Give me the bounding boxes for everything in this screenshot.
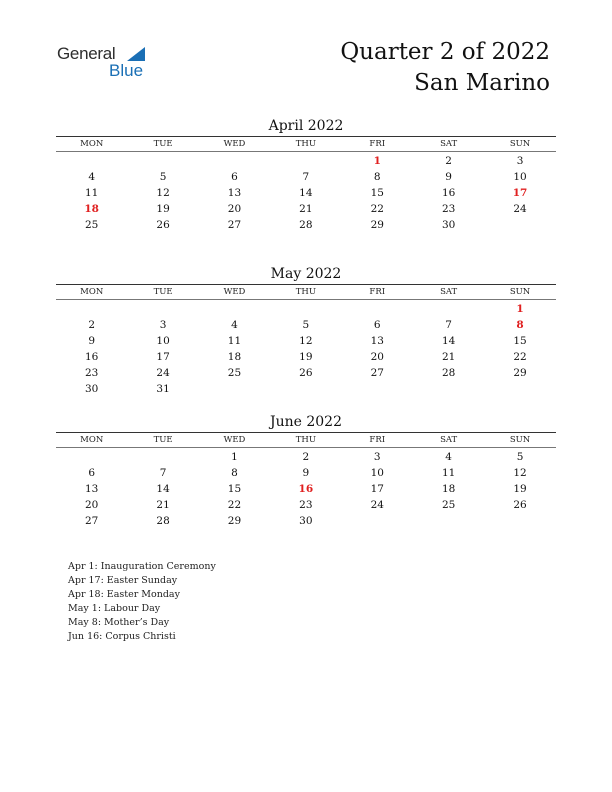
holiday-day-cell: 1 — [373, 155, 381, 167]
day-cell: 15 — [227, 483, 242, 495]
day-cell: 2 — [302, 451, 310, 463]
empty-day-cell — [342, 513, 413, 529]
empty-day-cell — [342, 301, 413, 317]
weekday-label: SAT — [440, 139, 458, 149]
day-cell: 25 — [227, 367, 242, 379]
month-name: June 2022 — [269, 414, 342, 430]
day-cell: 3 — [159, 319, 167, 331]
empty-day-cell — [127, 449, 198, 465]
day-grid — [56, 301, 556, 397]
weekday-label: SUN — [509, 287, 531, 297]
day-cell: 2 — [88, 319, 96, 331]
weekday-label: TUE — [153, 139, 173, 149]
day-cell: 9 — [302, 467, 310, 479]
day-cell: 29 — [227, 515, 242, 527]
holiday-day-cell: 17 — [512, 187, 528, 199]
day-grid — [56, 153, 556, 233]
weekday-label: WED — [223, 139, 246, 149]
weekday-label: TUE — [153, 287, 173, 297]
weekday-label: FRI — [369, 287, 386, 297]
day-cell: 16 — [441, 187, 456, 199]
holiday-note: May 1: Labour Day — [68, 603, 161, 614]
weekday-label: THU — [295, 139, 316, 149]
day-cell: 8 — [373, 171, 381, 183]
holiday-day-cell: 8 — [516, 319, 524, 331]
day-cell: 22 — [513, 351, 527, 363]
day-cell: 1 — [231, 451, 238, 463]
empty-day-cell — [270, 381, 341, 397]
month-calendar-may — [56, 264, 556, 397]
day-cell: 11 — [441, 467, 456, 479]
weekday-header — [56, 433, 556, 447]
day-cell: 17 — [156, 351, 170, 363]
weekday-rule — [56, 151, 556, 152]
empty-day-cell — [199, 381, 270, 397]
day-cell: 5 — [516, 451, 524, 463]
logo-blue-text: Blue — [109, 61, 144, 80]
day-cell: 31 — [156, 383, 170, 395]
day-cell: 5 — [159, 171, 167, 183]
day-cell: 23 — [299, 499, 313, 511]
day-cell: 14 — [156, 483, 170, 495]
day-cell: 14 — [441, 335, 456, 347]
day-cell: 19 — [299, 351, 313, 363]
weekday-label: TUE — [153, 435, 173, 445]
day-cell: 19 — [513, 483, 527, 495]
empty-day-cell — [56, 449, 127, 465]
day-cell: 20 — [227, 203, 242, 215]
day-cell: 18 — [441, 483, 456, 495]
holiday-note: Apr 1: Inauguration Ceremony — [68, 561, 216, 572]
day-cell: 30 — [85, 383, 99, 395]
day-cell: 11 — [85, 187, 99, 199]
empty-day-cell — [342, 381, 413, 397]
weekday-label: SUN — [509, 435, 531, 445]
weekday-label: MON — [80, 139, 104, 149]
empty-day-cell — [127, 153, 198, 169]
day-cell: 24 — [370, 499, 384, 511]
weekday-label: SAT — [440, 435, 458, 445]
weekday-label: FRI — [369, 435, 386, 445]
day-cell: 15 — [513, 335, 527, 347]
month-calendar-april — [56, 116, 556, 233]
month-name: May 2022 — [270, 266, 342, 282]
day-cell: 15 — [370, 187, 384, 199]
day-cell: 13 — [370, 335, 384, 347]
weekday-label: SUN — [509, 139, 531, 149]
empty-day-cell — [199, 153, 270, 169]
day-cell: 3 — [516, 155, 524, 167]
day-cell: 25 — [85, 219, 99, 231]
day-cell: 26 — [299, 367, 313, 379]
day-cell: 22 — [370, 203, 384, 215]
day-cell: 25 — [441, 499, 456, 511]
day-cell: 20 — [85, 499, 99, 511]
empty-day-cell — [56, 301, 127, 317]
day-cell: 8 — [231, 467, 238, 479]
day-cell: 28 — [156, 515, 170, 527]
day-cell: 20 — [370, 351, 384, 363]
month-name: April 2022 — [268, 118, 344, 134]
holiday-note: May 8: Mother’s Day — [68, 617, 170, 628]
generalblue-logo — [57, 44, 157, 84]
weekday-label: SAT — [440, 287, 458, 297]
logo-triangle-icon — [127, 47, 145, 61]
day-cell: 6 — [231, 171, 238, 183]
weekday-label: MON — [80, 287, 104, 297]
weekday-rule — [56, 447, 556, 448]
day-cell: 12 — [156, 187, 170, 199]
weekday-rule — [56, 299, 556, 300]
day-cell: 4 — [445, 451, 452, 463]
empty-day-cell — [413, 513, 484, 529]
holiday-day-cell: 16 — [298, 483, 314, 495]
day-cell: 4 — [231, 319, 238, 331]
holiday-note: Apr 18: Easter Monday — [68, 589, 180, 600]
day-cell: 13 — [85, 483, 99, 495]
weekday-label: WED — [223, 287, 246, 297]
day-cell: 12 — [513, 467, 527, 479]
day-cell: 30 — [441, 219, 456, 231]
day-cell: 10 — [156, 335, 170, 347]
day-cell: 6 — [373, 319, 381, 331]
day-cell: 18 — [227, 351, 242, 363]
day-cell: 11 — [227, 335, 242, 347]
empty-day-cell — [413, 301, 484, 317]
day-cell: 28 — [441, 367, 456, 379]
day-cell: 7 — [159, 467, 167, 479]
day-cell: 23 — [85, 367, 99, 379]
day-cell: 30 — [299, 515, 313, 527]
day-cell: 14 — [299, 187, 313, 199]
day-cell: 29 — [513, 367, 527, 379]
day-cell: 7 — [302, 171, 310, 183]
page-subtitle-country: San Marino — [414, 70, 550, 96]
empty-day-cell — [199, 301, 270, 317]
empty-day-cell — [270, 153, 341, 169]
holiday-notes — [68, 560, 216, 644]
empty-day-cell — [484, 513, 555, 529]
empty-day-cell — [127, 301, 198, 317]
empty-day-cell — [56, 153, 127, 169]
day-cell: 21 — [299, 203, 313, 215]
day-cell: 27 — [227, 219, 242, 231]
empty-day-cell — [413, 381, 484, 397]
day-cell: 21 — [441, 351, 456, 363]
day-cell: 27 — [85, 515, 99, 527]
day-cell: 24 — [156, 367, 170, 379]
weekday-label: THU — [295, 435, 316, 445]
day-cell: 5 — [302, 319, 310, 331]
day-cell: 13 — [227, 187, 242, 199]
day-cell: 3 — [373, 451, 381, 463]
day-cell: 2 — [445, 155, 452, 167]
holiday-note: Apr 17: Easter Sunday — [68, 575, 178, 586]
day-cell: 27 — [370, 367, 384, 379]
month-calendar-june — [56, 412, 556, 529]
day-cell: 19 — [156, 203, 170, 215]
empty-day-cell — [484, 381, 555, 397]
page-title: Quarter 2 of 2022 — [340, 39, 550, 65]
day-cell: 12 — [299, 335, 313, 347]
day-cell: 22 — [227, 499, 242, 511]
day-cell: 21 — [156, 499, 170, 511]
day-cell: 9 — [445, 171, 452, 183]
day-cell: 10 — [513, 171, 527, 183]
day-cell: 23 — [441, 203, 456, 215]
empty-day-cell — [484, 217, 555, 233]
holiday-day-cell: 1 — [516, 303, 524, 315]
day-cell: 7 — [445, 319, 452, 331]
day-cell: 4 — [88, 171, 96, 183]
day-cell: 26 — [156, 219, 170, 231]
day-cell: 24 — [513, 203, 527, 215]
weekday-label: WED — [223, 435, 246, 445]
day-cell: 9 — [88, 335, 96, 347]
day-cell: 10 — [370, 467, 384, 479]
empty-day-cell — [270, 301, 341, 317]
weekday-header — [56, 285, 556, 299]
day-cell: 17 — [370, 483, 384, 495]
weekday-header — [56, 137, 556, 151]
day-cell: 29 — [370, 219, 384, 231]
logo-general-text: General — [57, 44, 116, 63]
holiday-note: Jun 16: Corpus Christi — [68, 631, 176, 642]
holiday-day-cell: 18 — [84, 203, 99, 215]
day-cell: 6 — [88, 467, 96, 479]
weekday-label: THU — [295, 287, 316, 297]
weekday-label: FRI — [369, 139, 386, 149]
day-cell: 26 — [513, 499, 527, 511]
weekday-label: MON — [80, 435, 104, 445]
day-grid — [56, 449, 556, 529]
day-cell: 28 — [299, 219, 313, 231]
day-cell: 16 — [85, 351, 99, 363]
